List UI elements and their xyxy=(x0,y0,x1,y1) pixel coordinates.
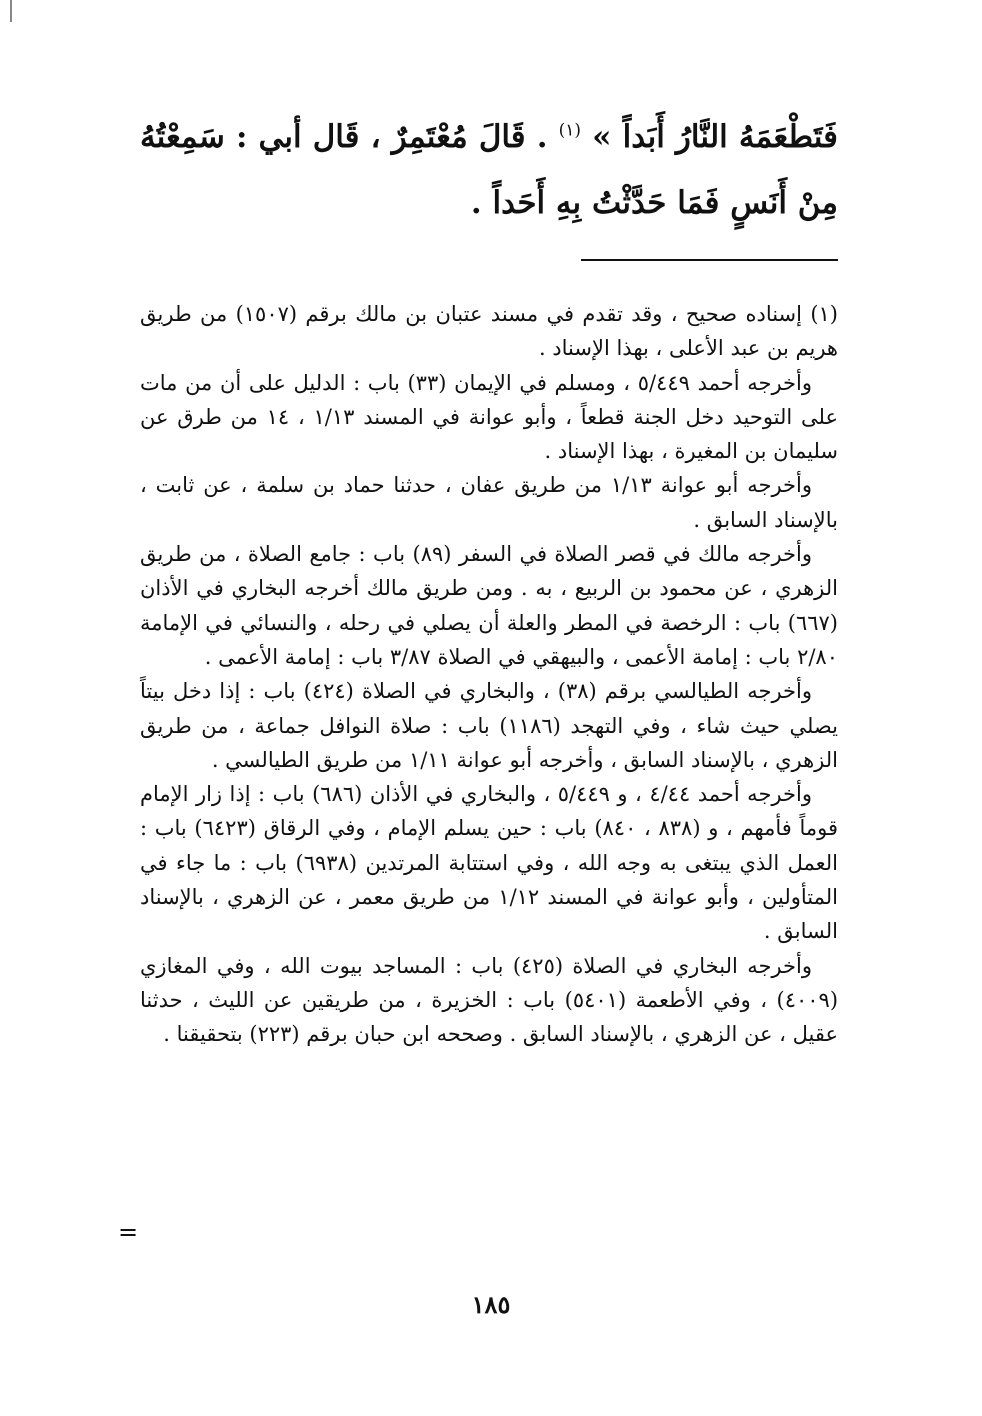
footnote-paragraph-1: (١) إسناده صحيح ، وقد تقدم في مسند عتبان بن مالك برقم (١٥٠٧) من طريق هريم بن عبد الأعلى ، بهذا الإسناد . xyxy=(140,302,838,361)
footnote-paragraph-7: وأخرجه البخاري في الصلاة (٤٢٥) باب : المساجد بيوت الله ، وفي المغازي (٤٠٠٩) ، وفي الأطعمة (٥٤٠١) باب : الخزيرة ، من طريقين عن الليث ، حدثنا عقيل ، عن الزهري ، بالإسناد السابق . وصححه ابن حبان برقم (٢٢٣) بتحقيقنا . xyxy=(140,953,839,1047)
footnotes-section xyxy=(140,297,838,1052)
continuation-mark: = xyxy=(118,1218,139,1246)
scan-edge-mark xyxy=(10,0,12,22)
footnote-paragraph-6: وأخرجه أحمد ٤/٤٤ ، و ٥/٤٤٩ ، والبخاري في الأذان (٦٨٦) باب : إذا زار الإمام قوماً فأمهم ، و (٨٣٨ ، ٨٤٠) باب : حين يسلم الإمام ، وفي الرقاق (٦٤٢٣) باب : العمل الذي يبتغى به وجه الله ، وفي استتابة المرتدين (٦٩٣٨) باب : ما جاء في المتأولين ، وأبو عوانة في المسند ١/١٢ من طريق معمر ، عن الزهري ، بالإسناد السابق . xyxy=(140,782,839,944)
main-paragraph xyxy=(140,104,838,236)
main-text-part-1: فَتَطْعَمَهُ النَّارُ أَبَداً » xyxy=(581,119,838,155)
main-text xyxy=(140,104,838,236)
footnote-paragraph-4: وأخرجه مالك في قصر الصلاة في السفر (٨٩) باب : جامع الصلاة ، من طريق الزهري ، عن محمود بن الربيع ، به . ومن طريق مالك أخرجه البخاري في الأذان (٦٦٧) باب : الرخصة في المطر والعلة أن يصلي في رحله ، والنسائي في الإمامة ٢/٨٠ باب : إمامة الأعمى ، والبيهقي في الصلاة ٣/٨٧ باب : إمامة الأعمى . xyxy=(140,542,838,669)
footnote-paragraph-5: وأخرجه الطيالسي برقم (٣٨) ، والبخاري في الصلاة (٤٢٤) باب : إذا دخل بيتاً يصلي حيث شاء ، وفي التهجد (١١٨٦) باب : صلاة النوافل جماعة ، من طريق الزهري ، بالإسناد السابق ، وأخرجه أبو عوانة ١/١١ من طريق الطيالسي . xyxy=(140,679,838,772)
footnote-reference: (١) xyxy=(558,120,582,141)
main-text-part-2: . قَالَ مُعْتَمِرٌ ، قَال أبي : سَمِعْتُهُ مِنْ أَنَسٍ فَمَا حَدَّثْتُ بِهِ أَحَداً . xyxy=(140,119,838,221)
footnote-paragraph-3: وأخرجه أبو عوانة ١/١٣ من طريق عفان ، حدثنا حماد بن سلمة ، عن ثابت ، بالإسناد السابق . xyxy=(140,473,838,532)
page-number: ١٨٥ xyxy=(471,1290,511,1319)
footnote-separator-rule xyxy=(581,259,838,261)
footnote-paragraph-2: وأخرجه أحمد ٥/٤٤٩ ، ومسلم في الإيمان (٣٣) باب : الدليل على أن من مات على التوحيد دخل الجنة قطعاً ، وأبو عوانة في المسند ١/١٣ ، ١٤ من طرق عن سليمان بن المغيرة ، بهذا الإسناد . xyxy=(140,370,838,464)
